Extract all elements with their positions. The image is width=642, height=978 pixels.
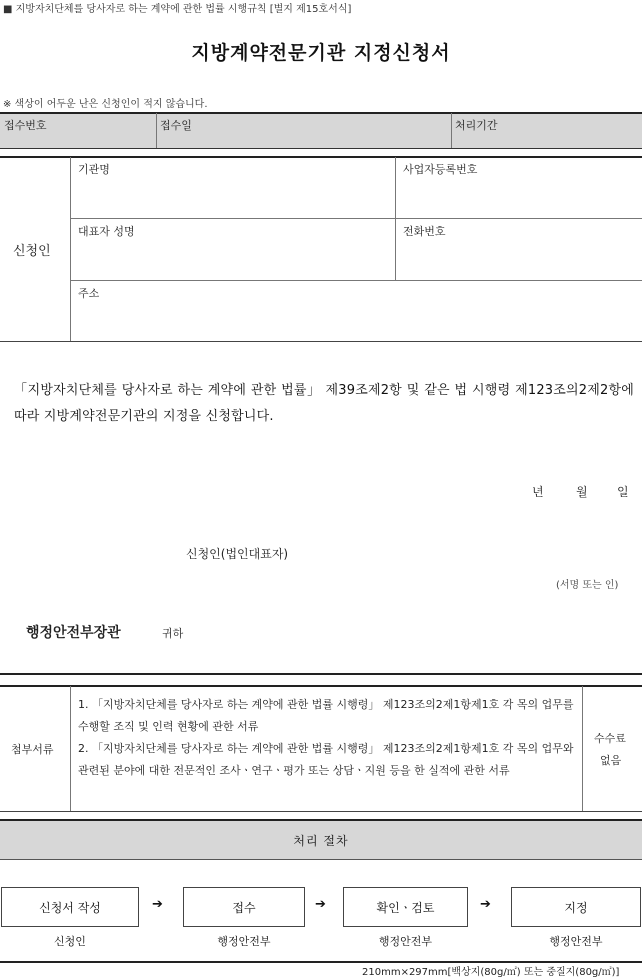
arrow-right-icon: ➔ [480, 897, 491, 912]
address-label: 주소 [78, 287, 100, 300]
date-day: 일 [617, 485, 629, 499]
receipt-date-label: 접수일 [160, 119, 192, 132]
step-designation-label: 지정 [564, 900, 588, 915]
step-review [343, 887, 468, 927]
step-receipt-label: 접수 [232, 900, 256, 915]
instruction-note: ※ 색상이 어두운 난은 신청인이 적지 않습니다. [3, 99, 208, 110]
step-apply [1, 887, 139, 927]
step-designation [511, 887, 641, 927]
attachment-item-1: 1. 「지방자치단체를 당사자로 하는 계약에 관한 법률 시행령」 제123조의2제1항제1호 각 목의 업무를 수행할 조직 및 인력 현황에 관한 서류 [78, 698, 574, 733]
signer-label: 신청인(법인대표자) [186, 547, 289, 561]
procedure-title: 처리 절차 [293, 833, 349, 848]
recipient-name: 행정안전부장관 [26, 625, 121, 641]
procedure-header [0, 819, 642, 860]
step-review-actor: 행정안전부 [378, 935, 433, 948]
signature-hint: (서명 또는 인) [556, 580, 619, 591]
step-designation-actor: 행정안전부 [549, 935, 603, 948]
processing-period-label: 처리기간 [455, 119, 498, 132]
step-apply-actor: 신청인 [54, 935, 86, 948]
arrow-right-icon: ➔ [315, 897, 326, 912]
org-name-label: 기관명 [78, 163, 110, 176]
applicant-section-label: 신청인 [13, 244, 51, 259]
page-title: 지방계약전문기관 지정신청서 [191, 42, 451, 64]
step-receipt [183, 887, 305, 927]
business-registration-label: 사업자등록번호 [403, 163, 478, 176]
recipient-suffix: 귀하 [162, 627, 184, 640]
form-reference: ■ 지방자치단체를 당사자로 하는 계약에 관한 법률 시행규칙 [별지 제15호서식] [3, 4, 352, 15]
date-year: 년 [532, 485, 544, 499]
attachments-label: 첨부서류 [11, 743, 54, 756]
paper-spec: 210mm×297mm[백상지(80g/㎡) 또는 중질지(80g/㎡)] [362, 967, 620, 978]
representative-name-label: 대표자 성명 [78, 225, 135, 238]
fee-label: 수수료 [594, 732, 626, 745]
date-month: 월 [576, 485, 588, 499]
attachment-item-2: 2. 「지방자치단체를 당사자로 하는 계약에 관한 법률 시행령」 제123조의2제1항제1호 각 목의 업무와 관련된 분야에 대한 전문적인 조사ㆍ연구ㆍ평가 또는 상담ㆍ지원 등을 한 실적에 관한 서류 [78, 742, 574, 777]
fee-value: 없음 [600, 754, 622, 767]
arrow-right-icon: ➔ [152, 897, 163, 912]
receipt-number-label: 접수번호 [4, 119, 47, 132]
step-apply-label: 신청서 작성 [39, 900, 101, 915]
reception-row [0, 113, 642, 148]
step-receipt-actor: 행정안전부 [217, 935, 271, 948]
application-statement: 「지방자치단체를 당사자로 하는 계약에 관한 법률」 제39조제2항 및 같은 법 시행령 제123조의2제2항에 따라 지방계약전문기관의 지정을 신청합니다. [14, 383, 634, 424]
phone-label: 전화번호 [403, 225, 446, 238]
step-review-label: 확인ㆍ검토 [376, 900, 435, 915]
